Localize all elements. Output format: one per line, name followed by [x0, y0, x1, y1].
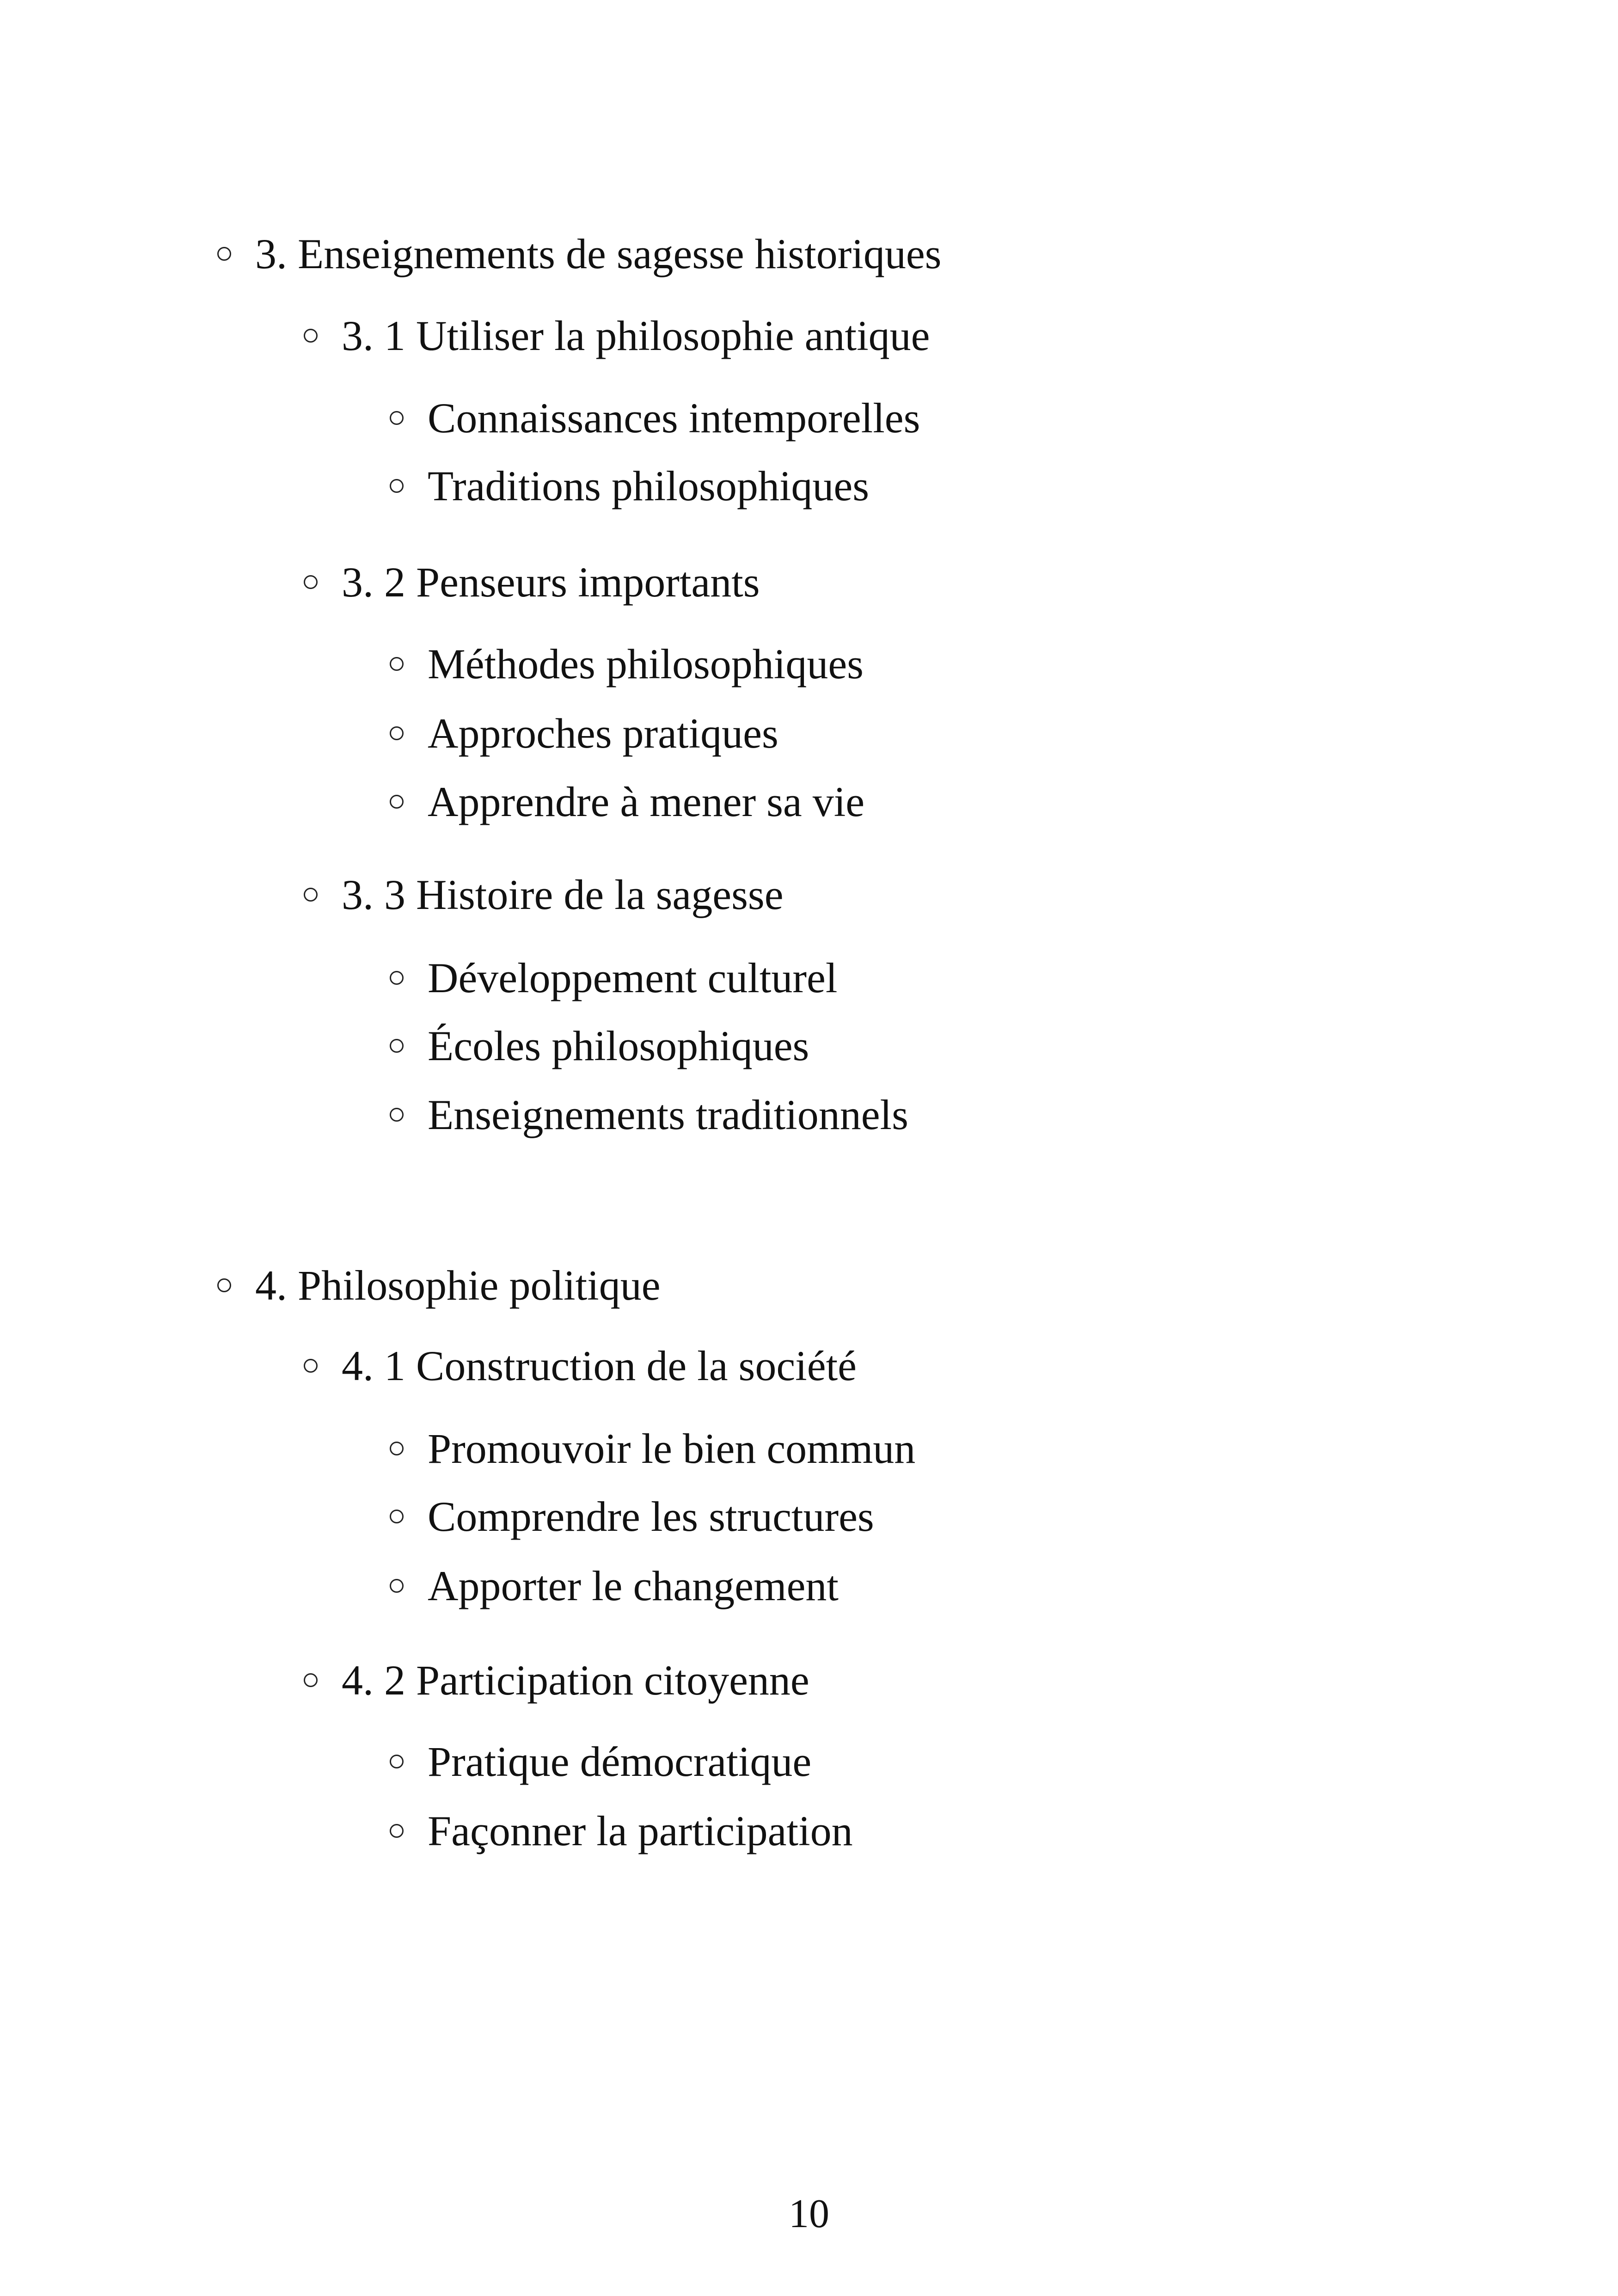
circle-bullet-icon: [304, 329, 318, 343]
subsection-heading: [304, 1344, 857, 1387]
list-item: [390, 780, 864, 823]
circle-bullet-icon: [390, 657, 404, 671]
subsection-title: 3. 3 Histoire de la sagesse: [342, 871, 784, 918]
page-number: 10: [789, 2192, 829, 2236]
subsection-heading: [304, 1657, 809, 1704]
subsection-title: 4. 1 Construction de la société: [342, 1342, 857, 1389]
list-item-text: Pratique démocratique: [428, 1738, 812, 1785]
list-item-text: Apprendre à mener sa vie: [428, 778, 865, 825]
subsection-title: 3. 1 Utiliser la philosophie antique: [342, 312, 930, 359]
subsection-heading: [304, 873, 784, 916]
list-item: [390, 394, 920, 442]
circle-bullet-icon: [390, 1039, 404, 1053]
circle-bullet-icon: [304, 1359, 318, 1373]
circle-bullet-icon: [390, 479, 404, 493]
circle-bullet-icon: [304, 1673, 318, 1687]
list-item-text: Apporter le changement: [428, 1562, 839, 1609]
list-item: [390, 1740, 811, 1783]
circle-bullet-icon: [390, 1510, 404, 1523]
circle-bullet-icon: [304, 888, 318, 902]
circle-bullet-icon: [390, 971, 404, 985]
list-item: [390, 712, 778, 755]
list-item-text: Enseignements traditionnels: [428, 1091, 908, 1138]
circle-bullet-icon: [390, 1442, 404, 1455]
subsection-title: 3. 2 Penseurs importants: [342, 559, 760, 606]
section-title: 3. Enseignements de sagesse historiques: [255, 230, 942, 277]
subsection-heading: [304, 314, 930, 357]
circle-bullet-icon: [390, 726, 404, 740]
list-item-text: Développement culturel: [428, 954, 838, 1001]
circle-bullet-icon: [390, 1108, 404, 1122]
subsection-title: 4. 2 Participation citoyenne: [342, 1657, 809, 1704]
circle-bullet-icon: [217, 1278, 231, 1292]
list-item-text: Écoles philosophiques: [428, 1022, 809, 1069]
list-item: [390, 1807, 853, 1854]
circle-bullet-icon: [304, 575, 318, 589]
list-item: [390, 1427, 915, 1470]
list-item: [390, 640, 864, 688]
circle-bullet-icon: [390, 795, 404, 809]
list-item: [390, 462, 870, 510]
list-item-text: Promouvoir le bien commun: [428, 1425, 916, 1472]
list-item: [390, 1022, 809, 1069]
circle-bullet-icon: [217, 247, 231, 261]
circle-bullet-icon: [390, 1824, 404, 1838]
section-heading: [217, 230, 942, 277]
list-item: [390, 954, 838, 1001]
list-item-text: Méthodes philosophiques: [428, 640, 864, 688]
subsection-heading: [304, 559, 760, 606]
list-item-text: Comprendre les structures: [428, 1493, 874, 1540]
section-title: 4. Philosophie politique: [255, 1262, 661, 1309]
list-item: [390, 1093, 908, 1136]
circle-bullet-icon: [390, 411, 404, 425]
list-item: [390, 1495, 874, 1538]
circle-bullet-icon: [390, 1579, 404, 1593]
list-item-text: Connaissances intemporelles: [428, 394, 920, 442]
list-item-text: Façonner la participation: [428, 1807, 853, 1854]
list-item-text: Approches pratiques: [428, 710, 778, 757]
circle-bullet-icon: [390, 1755, 404, 1768]
section-heading: [217, 1264, 661, 1307]
list-item-text: Traditions philosophiques: [428, 462, 870, 510]
list-item: [390, 1562, 839, 1609]
